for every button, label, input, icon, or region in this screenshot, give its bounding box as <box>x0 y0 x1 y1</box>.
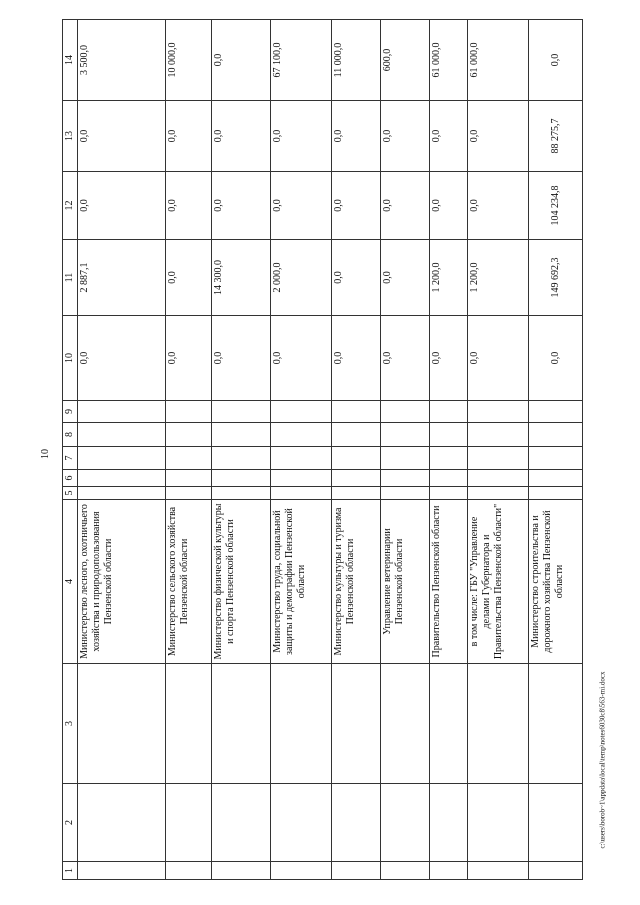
empty-cell-col-3 <box>381 664 430 784</box>
empty-cell-col-8 <box>78 423 166 447</box>
empty-cell-col-3 <box>166 664 212 784</box>
empty-cell-col-8 <box>430 423 468 447</box>
value-cell-col-13: 0,0 <box>166 101 212 172</box>
empty-cell-col-7 <box>468 447 529 470</box>
value-cell-col-13: 88 275,7 <box>529 101 583 172</box>
table-row <box>78 20 166 880</box>
value-cell-col-14: 0,0 <box>529 20 583 101</box>
empty-cell-col-1 <box>212 862 271 880</box>
organization-cell: Министерство физической культуры и спорта Пензенской области <box>212 500 271 664</box>
value-cell-col-12: 104 234,8 <box>529 172 583 240</box>
empty-cell-col-2 <box>78 784 166 862</box>
value-cell-col-12: 0,0 <box>78 172 166 240</box>
value-cell-col-13: 0,0 <box>468 101 529 172</box>
page-number: 10 <box>39 449 51 459</box>
column-header-8: 8 <box>63 423 78 447</box>
value-cell-col-14: 61 000,0 <box>430 20 468 101</box>
empty-cell-col-3 <box>430 664 468 784</box>
budget-table-container <box>62 20 567 880</box>
empty-cell-col-5 <box>271 487 332 500</box>
value-cell-col-12: 0,0 <box>381 172 430 240</box>
empty-cell-col-5 <box>332 487 381 500</box>
empty-cell-col-8 <box>468 423 529 447</box>
value-cell-col-12: 0,0 <box>271 172 332 240</box>
empty-cell-col-6 <box>212 470 271 487</box>
empty-cell-col-1 <box>529 862 583 880</box>
value-cell-col-14: 0,0 <box>212 20 271 101</box>
value-cell-col-10: 0,0 <box>529 316 583 401</box>
empty-cell-col-1 <box>468 862 529 880</box>
organization-cell: Министерство строительства и дорожного хозяйства Пензенской области <box>529 500 583 664</box>
column-header-11: 11 <box>63 240 78 316</box>
empty-cell-col-1 <box>430 862 468 880</box>
empty-cell-col-6 <box>430 470 468 487</box>
empty-cell-col-2 <box>529 784 583 862</box>
column-header-2: 2 <box>63 784 78 862</box>
value-cell-col-11: 14 300,0 <box>212 240 271 316</box>
column-header-9: 9 <box>63 401 78 423</box>
value-cell-col-14: 11 000,0 <box>332 20 381 101</box>
empty-cell-col-1 <box>332 862 381 880</box>
organization-cell: Министерство сельского хозяйства Пензенской области <box>166 500 212 664</box>
column-header-1: 1 <box>63 862 78 880</box>
column-header-7: 7 <box>63 447 78 470</box>
empty-cell-col-1 <box>271 862 332 880</box>
value-cell-col-12: 0,0 <box>468 172 529 240</box>
empty-cell-col-6 <box>332 470 381 487</box>
empty-cell-col-6 <box>468 470 529 487</box>
empty-cell-col-8 <box>529 423 583 447</box>
column-header-13: 13 <box>63 101 78 172</box>
organization-cell: Министерство культуры и туризма Пензенской области <box>332 500 381 664</box>
organization-cell: Правительство Пензенской области <box>430 500 468 664</box>
value-cell-col-12: 0,0 <box>212 172 271 240</box>
value-cell-col-10: 0,0 <box>212 316 271 401</box>
empty-cell-col-9 <box>78 401 166 423</box>
empty-cell-col-2 <box>381 784 430 862</box>
empty-cell-col-9 <box>271 401 332 423</box>
table-row <box>271 20 332 880</box>
empty-cell-col-9 <box>166 401 212 423</box>
organization-cell: Управление ветеринарии Пензенской области <box>381 500 430 664</box>
value-cell-col-13: 0,0 <box>332 101 381 172</box>
table-row <box>332 20 381 880</box>
empty-cell-col-8 <box>332 423 381 447</box>
column-header-12: 12 <box>63 172 78 240</box>
value-cell-col-14: 600,0 <box>381 20 430 101</box>
empty-cell-col-2 <box>166 784 212 862</box>
empty-cell-col-6 <box>166 470 212 487</box>
empty-cell-col-3 <box>78 664 166 784</box>
empty-cell-col-6 <box>271 470 332 487</box>
empty-cell-col-2 <box>430 784 468 862</box>
value-cell-col-14: 67 100,0 <box>271 20 332 101</box>
empty-cell-col-6 <box>529 470 583 487</box>
empty-cell-col-7 <box>381 447 430 470</box>
empty-cell-col-8 <box>271 423 332 447</box>
value-cell-col-11: 1 200,0 <box>430 240 468 316</box>
empty-cell-col-5 <box>468 487 529 500</box>
column-header-4: 4 <box>63 500 78 664</box>
empty-cell-col-1 <box>166 862 212 880</box>
value-cell-col-10: 0,0 <box>430 316 468 401</box>
value-cell-col-11: 2 000,0 <box>271 240 332 316</box>
table-row <box>381 20 430 880</box>
empty-cell-col-2 <box>332 784 381 862</box>
column-header-10: 10 <box>63 316 78 401</box>
value-cell-col-14: 3 500,0 <box>78 20 166 101</box>
value-cell-col-10: 0,0 <box>468 316 529 401</box>
empty-cell-col-3 <box>529 664 583 784</box>
empty-cell-col-8 <box>166 423 212 447</box>
empty-cell-col-9 <box>468 401 529 423</box>
empty-cell-col-5 <box>529 487 583 500</box>
value-cell-col-13: 0,0 <box>381 101 430 172</box>
empty-cell-col-8 <box>212 423 271 447</box>
value-cell-col-13: 0,0 <box>271 101 332 172</box>
value-cell-col-10: 0,0 <box>381 316 430 401</box>
empty-cell-col-9 <box>332 401 381 423</box>
empty-cell-col-2 <box>212 784 271 862</box>
value-cell-col-10: 0,0 <box>166 316 212 401</box>
footer-file-path: c:\users\borob~1\appdata\local\temp\notes6030c8\563-mi.docx <box>598 671 606 849</box>
value-cell-col-10: 0,0 <box>271 316 332 401</box>
empty-cell-col-7 <box>166 447 212 470</box>
value-cell-col-14: 61 000,0 <box>468 20 529 101</box>
empty-cell-col-5 <box>166 487 212 500</box>
organization-cell: в том числе: ГБУ "Управление делами Губернатора и Правительства Пензенской области" <box>468 500 529 664</box>
value-cell-col-12: 0,0 <box>166 172 212 240</box>
empty-cell-col-7 <box>430 447 468 470</box>
empty-cell-col-6 <box>381 470 430 487</box>
column-number-row <box>63 20 78 880</box>
value-cell-col-11: 0,0 <box>166 240 212 316</box>
empty-cell-col-9 <box>212 401 271 423</box>
value-cell-col-14: 10 000,0 <box>166 20 212 101</box>
empty-cell-col-2 <box>468 784 529 862</box>
empty-cell-col-7 <box>212 447 271 470</box>
value-cell-col-13: 0,0 <box>430 101 468 172</box>
table-row <box>166 20 212 880</box>
empty-cell-col-7 <box>78 447 166 470</box>
column-header-3: 3 <box>63 664 78 784</box>
empty-cell-col-8 <box>381 423 430 447</box>
empty-cell-col-3 <box>271 664 332 784</box>
empty-cell-col-5 <box>381 487 430 500</box>
organization-cell: Министерство труда, социальной защиты и демографии Пензенской области <box>271 500 332 664</box>
empty-cell-col-6 <box>78 470 166 487</box>
empty-cell-col-1 <box>381 862 430 880</box>
column-header-6: 6 <box>63 470 78 487</box>
empty-cell-col-5 <box>430 487 468 500</box>
value-cell-col-11: 0,0 <box>381 240 430 316</box>
empty-cell-col-9 <box>529 401 583 423</box>
value-cell-col-11: 149 692,3 <box>529 240 583 316</box>
value-cell-col-10: 0,0 <box>332 316 381 401</box>
column-header-5: 5 <box>63 487 78 500</box>
empty-cell-col-3 <box>332 664 381 784</box>
empty-cell-col-7 <box>332 447 381 470</box>
empty-cell-col-5 <box>212 487 271 500</box>
empty-cell-col-3 <box>468 664 529 784</box>
organization-cell: Министерство лесного, охотничьего хозяйства и природопользования Пензенской области <box>78 500 166 664</box>
empty-cell-col-2 <box>271 784 332 862</box>
column-header-14: 14 <box>63 20 78 101</box>
value-cell-col-12: 0,0 <box>332 172 381 240</box>
value-cell-col-11: 0,0 <box>332 240 381 316</box>
value-cell-col-10: 0,0 <box>78 316 166 401</box>
budget-table <box>62 19 583 880</box>
table-row <box>430 20 468 880</box>
empty-cell-col-7 <box>271 447 332 470</box>
value-cell-col-11: 2 887,1 <box>78 240 166 316</box>
table-row <box>468 20 529 880</box>
empty-cell-col-7 <box>529 447 583 470</box>
value-cell-col-11: 1 200,0 <box>468 240 529 316</box>
empty-cell-col-5 <box>78 487 166 500</box>
empty-cell-col-9 <box>430 401 468 423</box>
table-row <box>212 20 271 880</box>
value-cell-col-13: 0,0 <box>78 101 166 172</box>
empty-cell-col-9 <box>381 401 430 423</box>
empty-cell-col-3 <box>212 664 271 784</box>
table-row <box>529 20 583 880</box>
value-cell-col-13: 0,0 <box>212 101 271 172</box>
empty-cell-col-1 <box>78 862 166 880</box>
value-cell-col-12: 0,0 <box>430 172 468 240</box>
